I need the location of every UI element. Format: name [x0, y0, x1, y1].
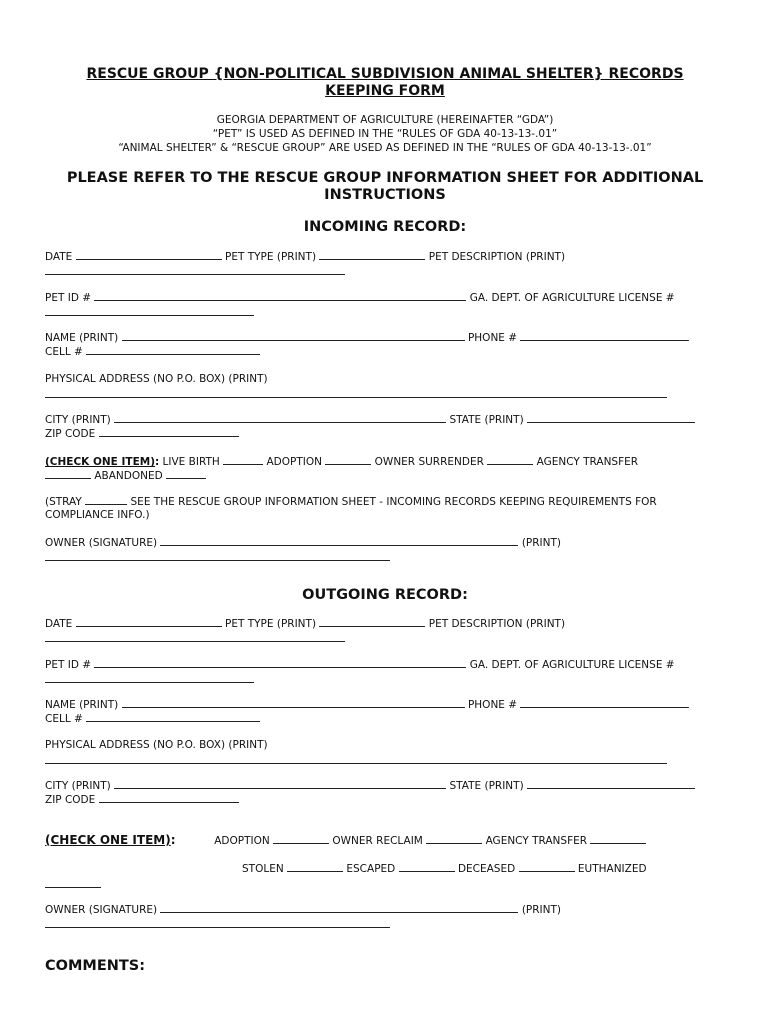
outgoing-name-row: [45, 697, 725, 712]
option-adoption-field[interactable]: [273, 833, 329, 844]
date-label: DATE: [45, 251, 73, 263]
zip-label: ZIP CODE: [45, 428, 96, 440]
phone-label: PHONE #: [467, 699, 518, 711]
owner-signature-label: OWNER (SIGNATURE): [45, 904, 158, 916]
outgoing-pet-type-field[interactable]: [319, 616, 425, 627]
phone-label: PHONE #: [467, 332, 518, 344]
pet-description-label: PET DESCRIPTION (PRINT): [428, 251, 566, 263]
outgoing-license-field[interactable]: [45, 672, 254, 683]
outgoing-zip-field[interactable]: [99, 792, 239, 803]
incoming-city-field[interactable]: [114, 412, 446, 423]
option-adoption-label: ADOPTION: [214, 835, 270, 847]
incoming-print-row: [45, 550, 725, 565]
owner-signature-label: OWNER (SIGNATURE): [45, 537, 158, 549]
incoming-pet-type-field[interactable]: [319, 249, 425, 260]
outgoing-owner-signature-field[interactable]: [160, 902, 518, 913]
incoming-stray-row: [45, 494, 725, 509]
outgoing-name-field[interactable]: [122, 697, 465, 708]
stray-note: SEE THE RESCUE GROUP INFORMATION SHEET - INCOMING RECORDS KEEPING REQUIREMENTS FOR: [130, 496, 657, 508]
incoming-cell-field[interactable]: [86, 344, 260, 355]
option-deceased-field[interactable]: [519, 861, 575, 872]
incoming-abandoned-row: [45, 468, 725, 483]
option-deceased-label: DECEASED: [457, 863, 516, 875]
incoming-petid-row: [45, 290, 725, 305]
incoming-pet-id-field[interactable]: [94, 290, 466, 301]
option-abandoned-label: ABANDONED: [94, 470, 163, 482]
incoming-check-row: [45, 454, 725, 469]
pet-id-label: PET ID #: [45, 292, 92, 304]
license-label: GA. DEPT. OF AGRICULTURE LICENSE #: [469, 292, 675, 304]
outgoing-zip-row: [45, 792, 725, 807]
outgoing-cell-row: [45, 711, 725, 726]
incoming-owner-signature-field[interactable]: [160, 535, 518, 546]
outgoing-petid-row: [45, 657, 725, 672]
zip-label: ZIP CODE: [45, 794, 96, 806]
outgoing-check-row: [45, 833, 725, 848]
comments-heading: COMMENTS:: [45, 958, 145, 974]
outgoing-date-field[interactable]: [76, 616, 222, 627]
option-live-birth-field[interactable]: [223, 454, 263, 465]
option-stolen-label: STOLEN: [242, 863, 284, 875]
title-line-1: RESCUE GROUP {NON-POLITICAL SUBDIVISION ANIMAL SHELTER} RECORDS: [86, 66, 684, 82]
subtitle-gda: GEORGIA DEPARTMENT OF AGRICULTURE (HEREINAFTER “GDA”): [216, 114, 554, 126]
option-escaped-field[interactable]: [399, 861, 455, 872]
title-line-2: KEEPING FORM: [325, 83, 445, 99]
outgoing-date-row: [45, 616, 725, 631]
incoming-name-row: [45, 330, 725, 345]
incoming-address-field[interactable]: [45, 387, 667, 398]
outgoing-state-field[interactable]: [527, 778, 695, 789]
pet-type-label: PET TYPE (PRINT): [225, 618, 317, 630]
state-label: STATE (PRINT): [449, 780, 524, 792]
option-owner-surrender-label: OWNER SURRENDER: [374, 456, 484, 468]
incoming-stray-note-row: COMPLIANCE INFO.): [45, 509, 150, 521]
pet-description-label: PET DESCRIPTION (PRINT): [428, 618, 566, 630]
cell-label: CELL #: [45, 346, 83, 358]
form-title: [45, 66, 725, 100]
outgoing-pet-id-field[interactable]: [94, 657, 466, 668]
outgoing-description-row: [45, 631, 725, 646]
stray-label: (STRAY: [45, 496, 82, 508]
option-owner-reclaim-field[interactable]: [426, 833, 482, 844]
name-label: NAME (PRINT): [45, 332, 119, 344]
incoming-date-field[interactable]: [76, 249, 222, 260]
outgoing-print-row: [45, 917, 725, 932]
outgoing-owner-print-field[interactable]: [45, 917, 390, 928]
city-label: CITY (PRINT): [45, 414, 111, 426]
option-live-birth-label: LIVE BIRTH: [162, 456, 220, 468]
refer-instructions: [45, 170, 725, 204]
state-label: STATE (PRINT): [449, 414, 524, 426]
outgoing-city-field[interactable]: [114, 778, 446, 789]
option-owner-surrender-field[interactable]: [487, 454, 533, 465]
incoming-address-row: [45, 387, 725, 402]
outgoing-license-row: [45, 672, 725, 687]
incoming-phone-field[interactable]: [520, 330, 689, 341]
city-label: CITY (PRINT): [45, 780, 111, 792]
name-label: NAME (PRINT): [45, 699, 119, 711]
incoming-zip-field[interactable]: [99, 426, 239, 437]
outgoing-signature-row: [45, 902, 725, 917]
incoming-check-one-label: (CHECK ONE ITEM):: [45, 456, 160, 468]
print-label: (PRINT): [521, 537, 561, 549]
option-stray-field[interactable]: [85, 494, 127, 505]
pet-type-label: PET TYPE (PRINT): [225, 251, 317, 263]
outgoing-heading: OUTGOING RECORD:: [302, 587, 468, 603]
incoming-city-row: [45, 412, 725, 427]
outgoing-address-field[interactable]: [45, 753, 667, 764]
incoming-pet-description-field[interactable]: [45, 264, 345, 275]
outgoing-status-row: [242, 861, 725, 876]
option-stolen-field[interactable]: [287, 861, 343, 872]
outgoing-address-row: [45, 753, 725, 768]
incoming-state-field[interactable]: [527, 412, 695, 423]
option-escaped-label: ESCAPED: [346, 863, 396, 875]
incoming-license-row: [45, 305, 725, 320]
option-owner-reclaim-label: OWNER RECLAIM: [332, 835, 423, 847]
outgoing-check-one-label: (CHECK ONE ITEM):: [45, 833, 176, 847]
incoming-heading: INCOMING RECORD:: [303, 219, 467, 235]
incoming-signature-row: [45, 535, 725, 550]
pet-id-label: PET ID #: [45, 659, 92, 671]
outgoing-phone-field[interactable]: [520, 697, 689, 708]
outgoing-city-row: [45, 778, 725, 793]
option-euthanized-field[interactable]: [45, 877, 101, 888]
option-adoption-label: ADOPTION: [266, 456, 322, 468]
option-agency-transfer-field[interactable]: [45, 468, 91, 479]
cell-label: CELL #: [45, 713, 83, 725]
print-label: (PRINT): [521, 904, 561, 916]
license-label: GA. DEPT. OF AGRICULTURE LICENSE #: [469, 659, 675, 671]
subtitle-shelter-definition: “ANIMAL SHELTER” & “RESCUE GROUP” ARE USED AS DEFINED IN THE “RULES OF GDA 40-13-13-.01”: [118, 142, 652, 154]
outgoing-euthanized-row: [45, 877, 725, 892]
incoming-cell-row: [45, 344, 725, 359]
refer-line-1: PLEASE REFER TO THE RESCUE GROUP INFORMATION SHEET FOR ADDITIONAL: [66, 170, 704, 186]
option-agency-transfer-label: AGENCY TRANSFER: [536, 456, 639, 468]
outgoing-pet-description-field[interactable]: [45, 631, 345, 642]
incoming-zip-row: [45, 426, 725, 441]
option-agency-transfer-field[interactable]: [590, 833, 646, 844]
outgoing-address-label: PHYSICAL ADDRESS (NO P.O. BOX) (PRINT): [45, 739, 268, 751]
refer-line-2: INSTRUCTIONS: [324, 187, 446, 203]
option-euthanized-label: EUTHANIZED: [577, 863, 647, 875]
subtitle-pet-definition: “PET” IS USED AS DEFINED IN THE “RULES OF GDA 40-13-13-.01”: [212, 128, 558, 140]
incoming-license-field[interactable]: [45, 305, 254, 316]
option-abandoned-field[interactable]: [166, 468, 206, 479]
incoming-description-row: [45, 264, 725, 279]
outgoing-cell-field[interactable]: [86, 711, 260, 722]
incoming-name-field[interactable]: [122, 330, 465, 341]
date-label: DATE: [45, 618, 73, 630]
incoming-owner-print-field[interactable]: [45, 550, 390, 561]
incoming-address-label: PHYSICAL ADDRESS (NO P.O. BOX) (PRINT): [45, 373, 268, 385]
option-agency-transfer-label: AGENCY TRANSFER: [485, 835, 588, 847]
option-adoption-field[interactable]: [325, 454, 371, 465]
incoming-date-row: [45, 249, 725, 264]
